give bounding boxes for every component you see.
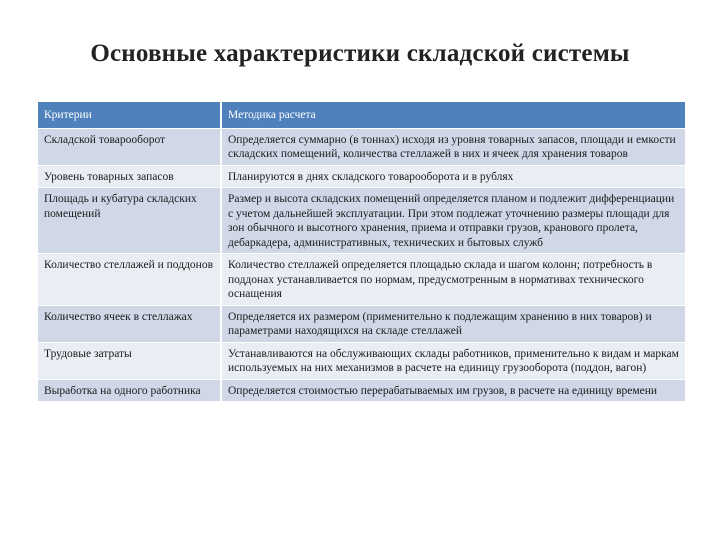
table-row (37, 165, 686, 188)
criterion-cell: Уровень товарных запасов (37, 165, 221, 188)
table-row (37, 342, 686, 379)
criterion-cell: Трудовые затраты (37, 342, 221, 379)
method-cell: Планируются в днях складского товарооборота и в рублях (221, 165, 686, 188)
table-header-row (37, 102, 686, 129)
criterion-cell: Площадь и кубатура складских помещений (37, 188, 221, 254)
slide-title: Основные характеристики складской системы (90, 40, 630, 67)
header-criteria: Критерии (37, 102, 221, 129)
table-row (37, 379, 686, 402)
table-row (37, 305, 686, 342)
method-cell: Устанавливаются на обслуживающих склады работников, применительно к видам и маркам используемых на них механизмов в расчете на единицу грузооборота (поддон, вагон) (221, 342, 686, 379)
table-row (37, 254, 686, 306)
table-row (37, 128, 686, 165)
method-cell: Количество стеллажей определяется площадью склада и шагом колонн; потребность в поддонах устанавливается по нормам, предусмотренным в нормативах технического оснащения (221, 254, 686, 306)
characteristics-table (36, 101, 687, 402)
criterion-cell: Складской товарооборот (37, 128, 221, 165)
method-cell: Определяется их размером (применительно к подлежащим хранению в них товаров) и параметрами находящихся на складе стеллажей (221, 305, 686, 342)
criterion-cell: Количество ячеек в стеллажах (37, 305, 221, 342)
header-method: Методика расчета (221, 102, 686, 129)
method-cell: Определяется суммарно (в тоннах) исходя из уровня товарных запасов, площади и емкости складских помещений, количества стеллажей в них и ячеек для хранения товаров (221, 128, 686, 165)
method-cell: Определяется стоимостью перерабатываемых им грузов, в расчете на единицу времени (221, 379, 686, 402)
table-row (37, 188, 686, 254)
criterion-cell: Количество стеллажей и поддонов (37, 254, 221, 306)
method-cell: Размер и высота складских помещений определяется планом и подлежит дифференциации с учетом дальнейшей эксплуатации. При этом подлежат уточнению размеры площади для зон обычного и высотного хранения, приема и отправки грузов, кранового пролета, дебаркадера, административных, технических и бытовых служб (221, 188, 686, 254)
criterion-cell: Выработка на одного работника (37, 379, 221, 402)
